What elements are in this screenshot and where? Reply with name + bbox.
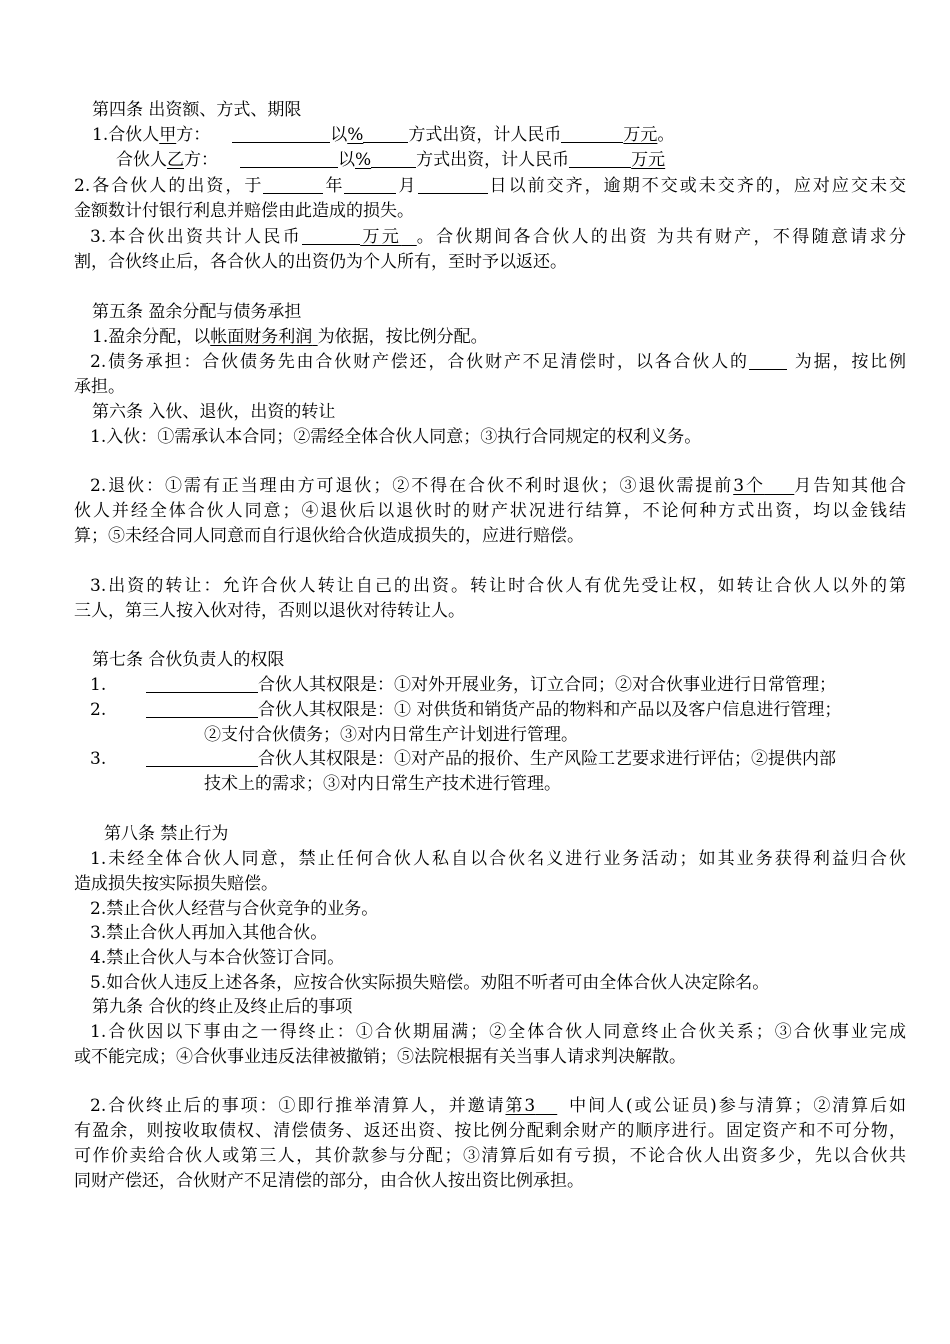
- amount-blank: [232, 124, 330, 143]
- method-blank: [363, 124, 408, 143]
- art7-item-3-number: 3.: [90, 749, 107, 769]
- art7-item-3: 合伙人其权限是：①对产品的报价、生产风险工艺要求进行评估；②提供内部: [146, 747, 906, 771]
- art4-para-3-cont: 割，合伙终止后，各合伙人的出资仍为个人所有，至时予以返还。: [74, 252, 567, 272]
- article-8-heading: 第八条 禁止行为: [104, 824, 229, 844]
- day-blank: [418, 175, 488, 194]
- art7-item-2-number: 2.: [90, 700, 107, 720]
- art7-item-2: 合伙人其权限是：① 对供货和销货产品的物料和产品以及客户信息进行管理；: [146, 698, 906, 722]
- article-7-heading: 第七条 合伙负责人的权限: [92, 650, 285, 670]
- art4-para-2-cont: 金额数计付银行利息并赔偿由此造成的损失。: [74, 201, 414, 221]
- art6-para-2-line-2: 伙人并经全体合伙人同意；④退伙后以退伙时的财产状况进行结算，不论何种方式出资，均以金钱结: [74, 501, 906, 521]
- art5-para-2: 2.债务承担：合伙债务先由合伙财产偿还，合伙财产不足清偿时，以各合伙人的 为据，按比例: [90, 352, 907, 372]
- art4-para-3: 3.本合伙出资共计人民币 万元 。合伙期间各合伙人的出资 为共有财产，不得随意请求分: [90, 227, 907, 247]
- partner-name-blank: [146, 674, 258, 693]
- art4-partner-a-line: 1.合伙人甲方： 以% 方式出资，计人民币 万元。: [92, 125, 675, 145]
- art6-para-1: 1.入伙：①需承认本合同；②需经全体合伙人同意；③执行合同规定的权利义务。: [90, 427, 702, 447]
- art9-para-2: 2.合伙终止后的事项：①即行推举清算人，并邀请第3 中间人(或公证员)参与清算；②清算后如: [90, 1096, 907, 1116]
- art8-para-3: 3.禁止合伙人再加入其他合伙。: [90, 923, 328, 943]
- art6-para-2: 2.退伙：①需有正当理由方可退伙；②不得在合伙不利时退伙；③退伙需提前3个 月告知其他合: [90, 476, 907, 496]
- art9-para-1-cont: 或不能完成；④合伙事业违反法律被撤销；⑤法院根据有关当事人请求判决解散。: [74, 1047, 686, 1067]
- month-blank: [344, 175, 396, 194]
- art6-para-2-line-3: 算；⑤未经合同人同意而自行退伙给合伙造成损失的，应进行赔偿。: [74, 526, 584, 546]
- art8-para-1: 1.未经全体合伙人同意，禁止任何合伙人私自以合伙名义进行业务活动；如其业务获得利益归合伙: [90, 849, 906, 869]
- art9-para-2-line-4: 同财产偿还，合伙财产不足清偿的部分，由合伙人按出资比例承担。: [74, 1171, 584, 1191]
- art8-para-2: 2.禁止合伙人经营与合伙竞争的业务。: [90, 899, 379, 919]
- art9-para-2-line-3: 可作价卖给合伙人或第三人，其价款参与分配；③清算后如有亏损，不论合伙人出资多少，先以合伙共: [74, 1146, 906, 1166]
- art8-para-4: 4.禁止合伙人与本合伙签订合同。: [90, 948, 345, 968]
- art5-para-1: 1.盈余分配，以帐面财务利润 为依据，按比例分配。: [92, 327, 488, 347]
- art7-item-1-number: 1.: [90, 675, 107, 695]
- art7-item-3-cont: 技术上的需求；③对内日常生产技术进行管理。: [204, 774, 561, 794]
- year-blank: [263, 175, 323, 194]
- article-5-heading: 第五条 盈余分配与债务承担: [92, 302, 302, 322]
- art4-para-2: 2.各合伙人的出资，于 年 月 日以前交齐，逾期不交或未交齐的，应对应交未交: [74, 176, 906, 196]
- article-4-heading: 第四条 出资额、方式、期限: [92, 100, 302, 120]
- art5-para-2-cont: 承担。: [74, 377, 125, 397]
- art8-para-1-cont: 造成损失按实际损失赔偿。: [74, 874, 278, 894]
- art8-para-5: 5.如合伙人违反上述各条，应按合伙实际损失赔偿。劝阻不听者可由全体合伙人决定除名。: [90, 973, 770, 993]
- article-9-heading: 第九条 合伙的终止及终止后的事项: [92, 997, 353, 1017]
- art6-para-3: 3.出资的转让：允许合伙人转让自己的出资。转让时合伙人有优先受让权，如转让合伙人以外的第: [90, 576, 906, 596]
- art9-para-2-line-2: 有盈余，则按收取债权、清偿债务、返还出资、按比例分配剩余财产的顺序进行。固定资产和不可分物，: [74, 1121, 906, 1141]
- art7-item-1: 合伙人其权限是：①对外开展业务，订立合同；②对合伙事业进行日常管理；: [146, 673, 906, 697]
- art9-para-1: 1.合伙因以下事由之一得终止：①合伙期届满；②全体合伙人同意终止合伙关系；③合伙事业完成: [90, 1022, 906, 1042]
- art7-item-2-cont: ②支付合伙债务；③对内日常生产计划进行管理。: [204, 725, 578, 745]
- article-6-heading: 第六条 入伙、退伙，出资的转让: [92, 402, 336, 422]
- art4-partner-b-line: 合伙人乙方： 以% 方式出资，计人民币 万元: [116, 150, 666, 170]
- art6-para-3-cont: 三人，第三人按入伙对待，否则以退伙对待转让人。: [74, 601, 465, 621]
